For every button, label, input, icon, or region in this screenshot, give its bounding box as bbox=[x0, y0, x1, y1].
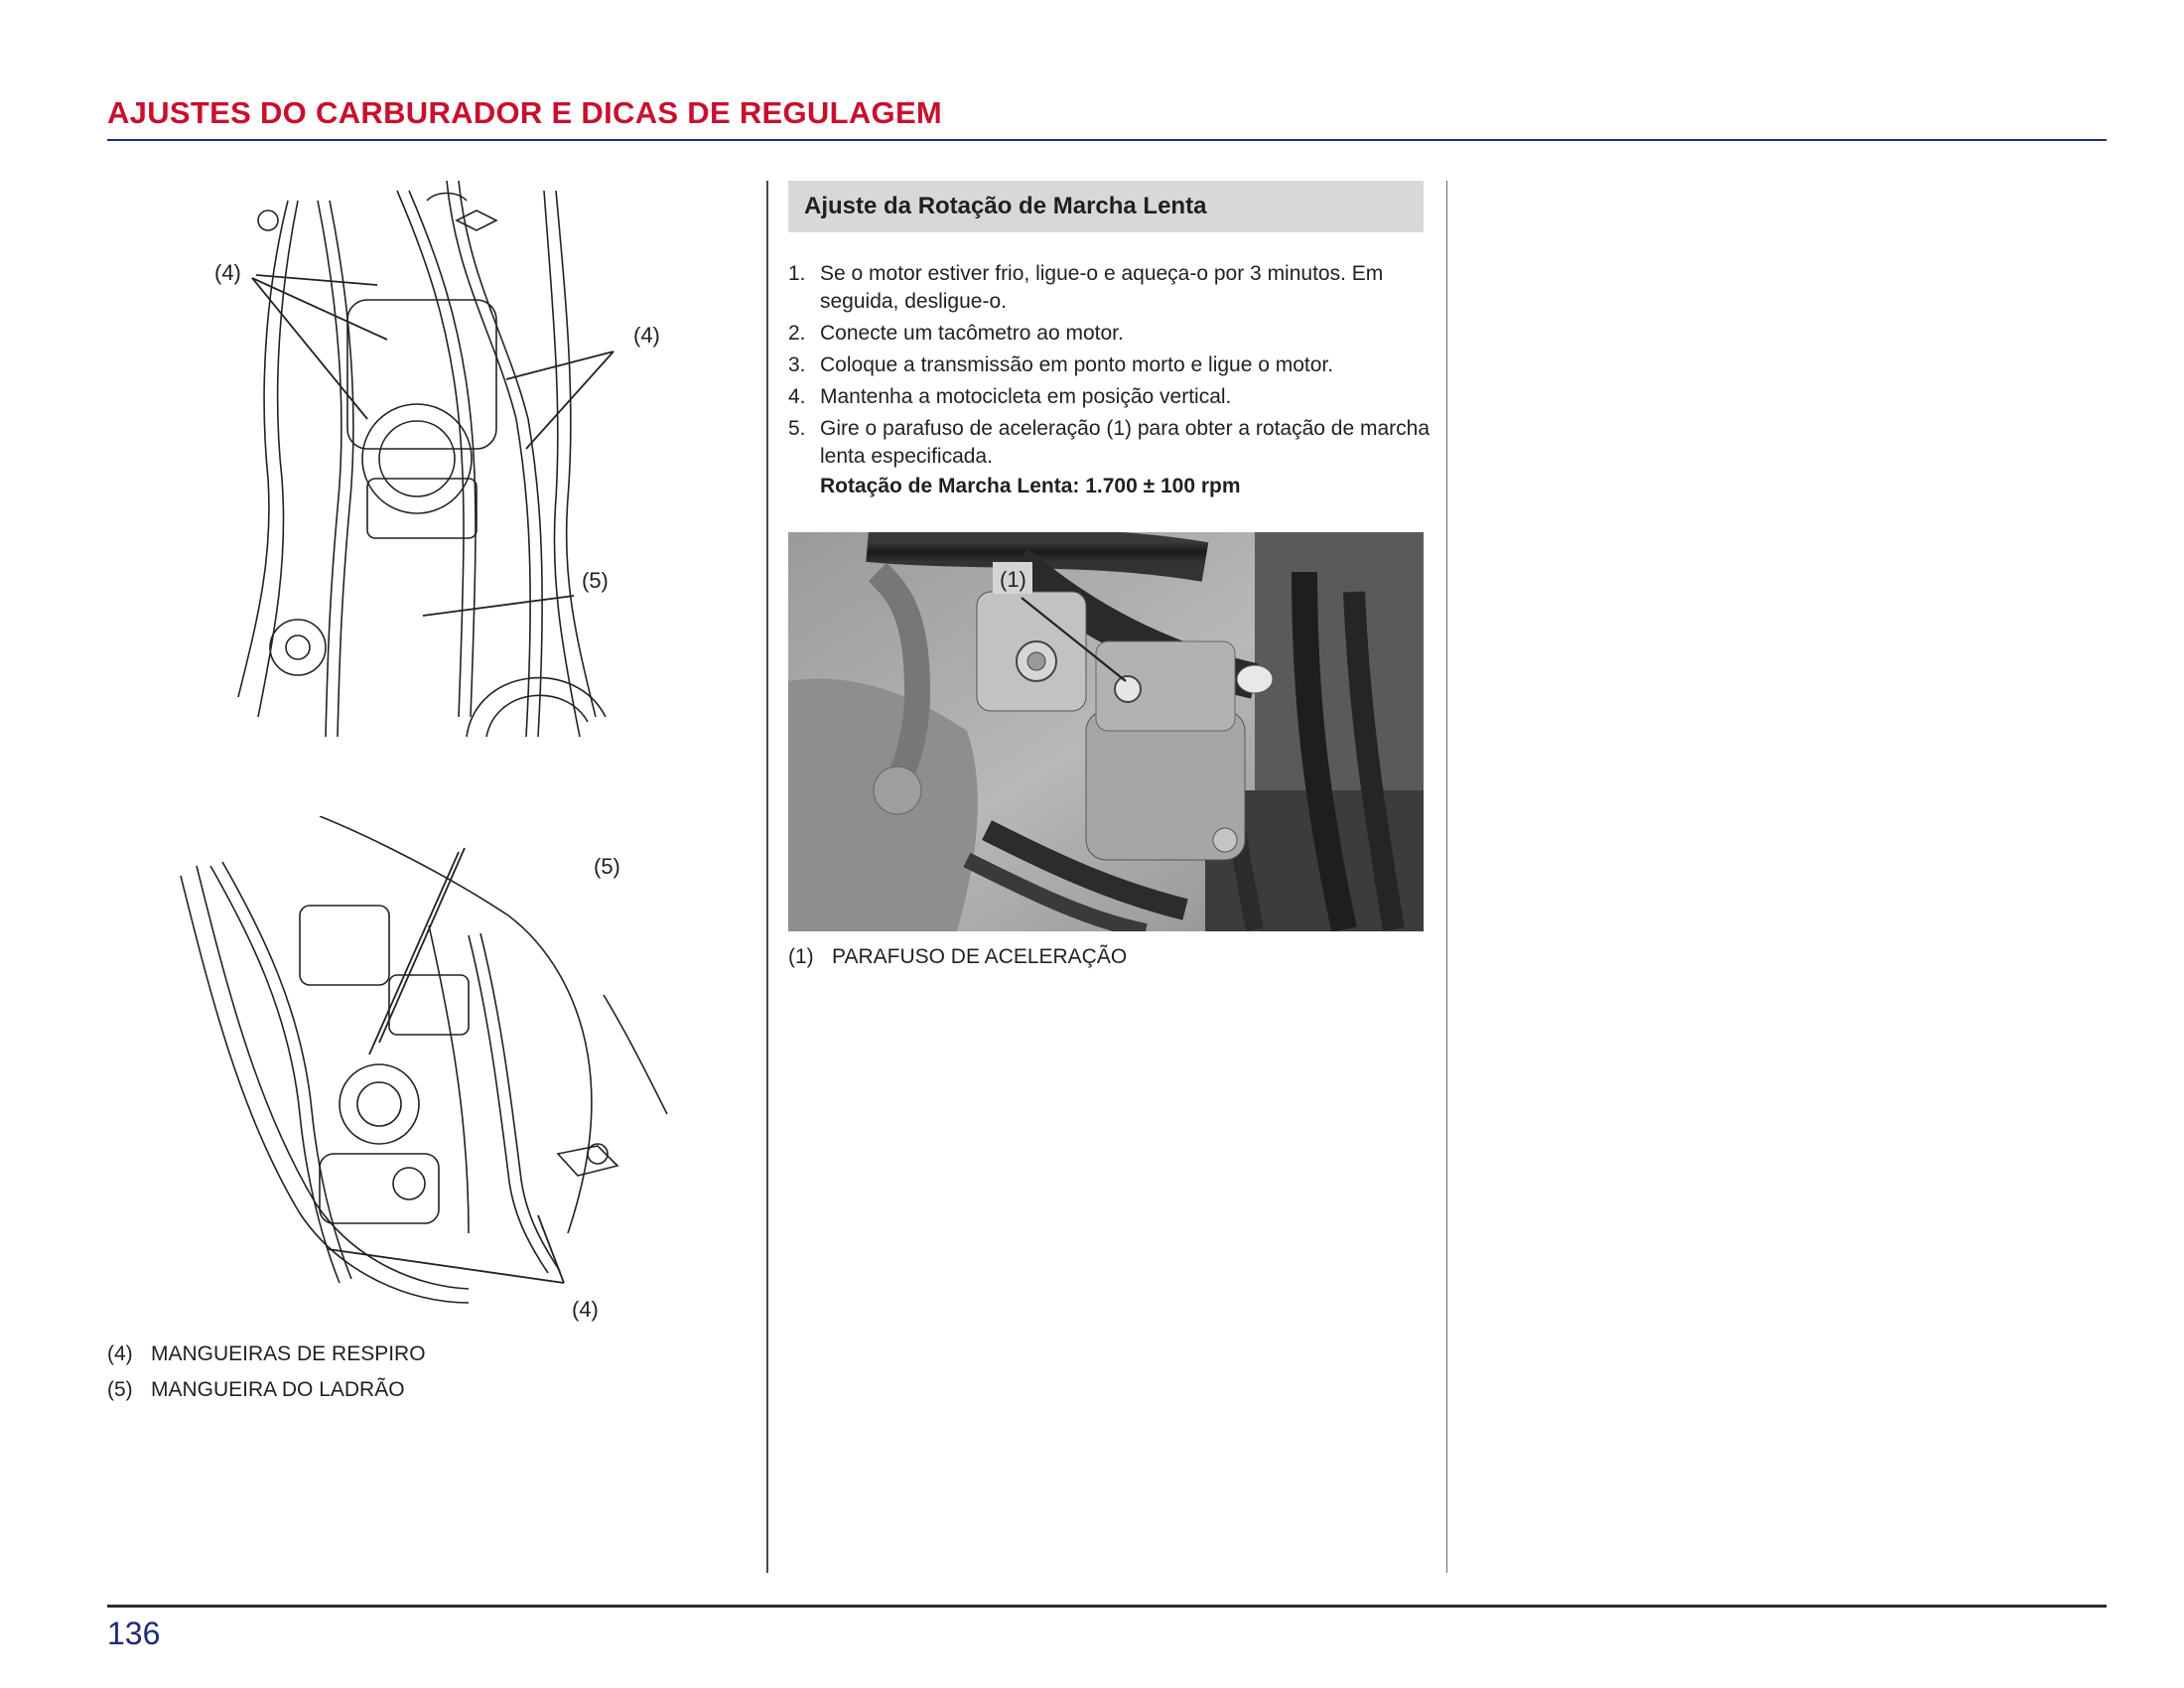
photo-caption-number: (1) bbox=[788, 945, 814, 968]
procedure-steps bbox=[788, 260, 1433, 475]
step-item bbox=[788, 415, 1433, 471]
step-number: 1. bbox=[788, 262, 806, 285]
figure-top-line-drawing bbox=[199, 181, 625, 747]
section-heading: Ajuste da Rotação de Marcha Lenta bbox=[788, 181, 1424, 232]
step-number: 4. bbox=[788, 385, 806, 408]
figure-bottom-callout-5: (5) bbox=[594, 854, 620, 879]
page-number: 136 bbox=[107, 1616, 161, 1651]
step-item bbox=[788, 383, 1433, 411]
title-divider bbox=[107, 139, 2107, 141]
step-text: Gire o parafuso de aceleração (1) para obter a rotação de marcha lenta especificada. bbox=[820, 417, 1431, 468]
figure-legend bbox=[107, 1342, 426, 1414]
figure-top-callout-5: (5) bbox=[582, 568, 609, 593]
footer-divider bbox=[107, 1605, 2107, 1608]
page-title: AJUSTES DO CARBURADOR E DICAS DE REGULAGEM bbox=[107, 95, 943, 130]
step-text: Coloque a transmissão em ponto morto e ligue o motor. bbox=[820, 353, 1334, 376]
step-text: Se o motor estiver frio, ligue-o e aqueça-o por 3 minutos. Em seguida, desligue-o. bbox=[820, 262, 1384, 313]
figure-bottom-line-drawing bbox=[171, 816, 673, 1311]
figure-top-callout-4-left: (4) bbox=[214, 260, 241, 285]
figure-bottom-callout-4: (4) bbox=[572, 1297, 599, 1322]
carburetor-photo bbox=[788, 532, 1424, 931]
column-divider-left bbox=[766, 181, 768, 1573]
idle-speed-spec: Rotação de Marcha Lenta: 1.700 ± 100 rpm bbox=[820, 475, 1241, 497]
photo-caption-text: PARAFUSO DE ACELERAÇÃO bbox=[832, 945, 1128, 968]
legend-number: (4) bbox=[107, 1342, 133, 1365]
step-item bbox=[788, 352, 1433, 379]
column-divider-right bbox=[1446, 181, 1447, 1573]
figure-top-callout-4-right: (4) bbox=[633, 323, 660, 348]
step-item bbox=[788, 320, 1433, 348]
photo-caption bbox=[788, 945, 1127, 969]
legend-item bbox=[107, 1342, 426, 1366]
legend-number: (5) bbox=[107, 1378, 133, 1401]
legend-item bbox=[107, 1378, 426, 1402]
step-number: 3. bbox=[788, 353, 806, 376]
step-number: 2. bbox=[788, 322, 806, 345]
step-text: Mantenha a motocicleta em posição vertical. bbox=[820, 385, 1232, 408]
legend-text: MANGUEIRAS DE RESPIRO bbox=[151, 1342, 426, 1365]
step-number: 5. bbox=[788, 417, 806, 440]
step-text: Conecte um tacômetro ao motor. bbox=[820, 322, 1124, 345]
photo-callout-1: (1) bbox=[1000, 567, 1026, 592]
step-item bbox=[788, 260, 1433, 316]
legend-text: MANGUEIRA DO LADRÃO bbox=[151, 1378, 405, 1401]
